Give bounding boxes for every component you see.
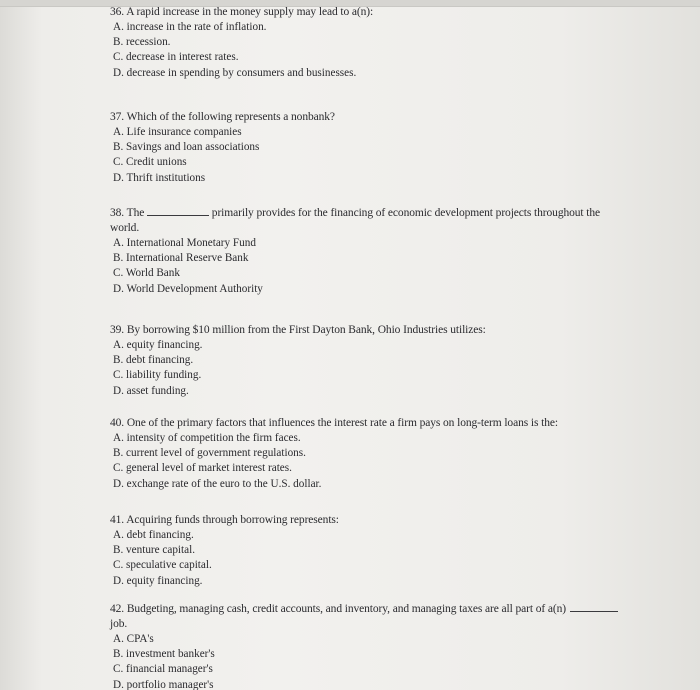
question-39 (110, 323, 650, 399)
option-d: D. decrease in spending by consumers and businesses. (113, 66, 357, 79)
option-d: D. exchange rate of the euro to the U.S. dollar. (113, 477, 322, 490)
question-41 (110, 513, 650, 589)
option-d: D. equity financing. (113, 574, 203, 587)
question-text: 41. Acquiring funds through borrowing represents: (110, 514, 339, 526)
question-text: 37. Which of the following represents a nonbank? (110, 111, 335, 123)
question-text-start: 42. Budgeting, managing cash, credit accounts, and inventory, and managing taxes are all part of a(n) (110, 603, 567, 615)
question-text (110, 205, 650, 221)
option-d: D. portfolio manager's (113, 678, 214, 690)
option-c: C. Credit unions (113, 156, 187, 169)
option-c: C. financial manager's (113, 663, 213, 676)
option-b: B. recession. (113, 36, 171, 49)
option-d: D. World Development Authority (113, 282, 263, 295)
option-a: A. CPA's (113, 633, 154, 645)
option-b: B. venture capital. (113, 544, 196, 557)
question-text-line2: job. (110, 618, 128, 630)
option-d: D. Thrift institutions (113, 171, 206, 184)
answer-blank (147, 205, 209, 216)
option-a: A. intensity of competition the firm faces. (113, 432, 301, 444)
option-c: C. decrease in interest rates. (113, 51, 239, 64)
question-text: 40. One of the primary factors that influences the interest rate a firm pays on long-term loans is the: (110, 417, 558, 429)
question-40 (110, 416, 650, 492)
option-c: C. World Bank (113, 267, 180, 280)
question-38 (110, 205, 650, 297)
question-text-end: primarily provides for the financing of economic development projects throughout the (211, 207, 601, 219)
question-42 (110, 601, 650, 690)
question-text: 39. By borrowing $10 million from the First Dayton Bank, Ohio Industries utilizes: (110, 324, 486, 336)
answer-blank (570, 601, 618, 612)
option-b: B. current level of government regulations. (113, 447, 306, 460)
option-a: A. International Monetary Fund (113, 237, 256, 249)
option-a: A. debt financing. (113, 529, 194, 541)
question-text: 36. A rapid increase in the money supply may lead to a(n): (110, 6, 374, 18)
option-d: D. asset funding. (113, 384, 189, 397)
option-b: B. Savings and loan associations (113, 141, 260, 154)
question-text-line2: world. (110, 222, 140, 234)
question-37 (110, 110, 650, 186)
option-a: A. increase in the rate of inflation. (113, 21, 267, 33)
option-a: A. Life insurance companies (113, 126, 242, 138)
option-b: B. debt financing. (113, 354, 194, 367)
option-c: C. speculative capital. (113, 559, 212, 572)
option-b: B. investment banker's (113, 648, 215, 661)
question-text (110, 601, 650, 617)
question-36 (110, 5, 650, 81)
question-text-start: 38. The (110, 207, 145, 219)
option-a: A. equity financing. (113, 339, 203, 351)
option-b: B. International Reserve Bank (113, 252, 249, 265)
option-c: C. general level of market interest rates. (113, 462, 292, 475)
option-c: C. liability funding. (113, 369, 202, 382)
